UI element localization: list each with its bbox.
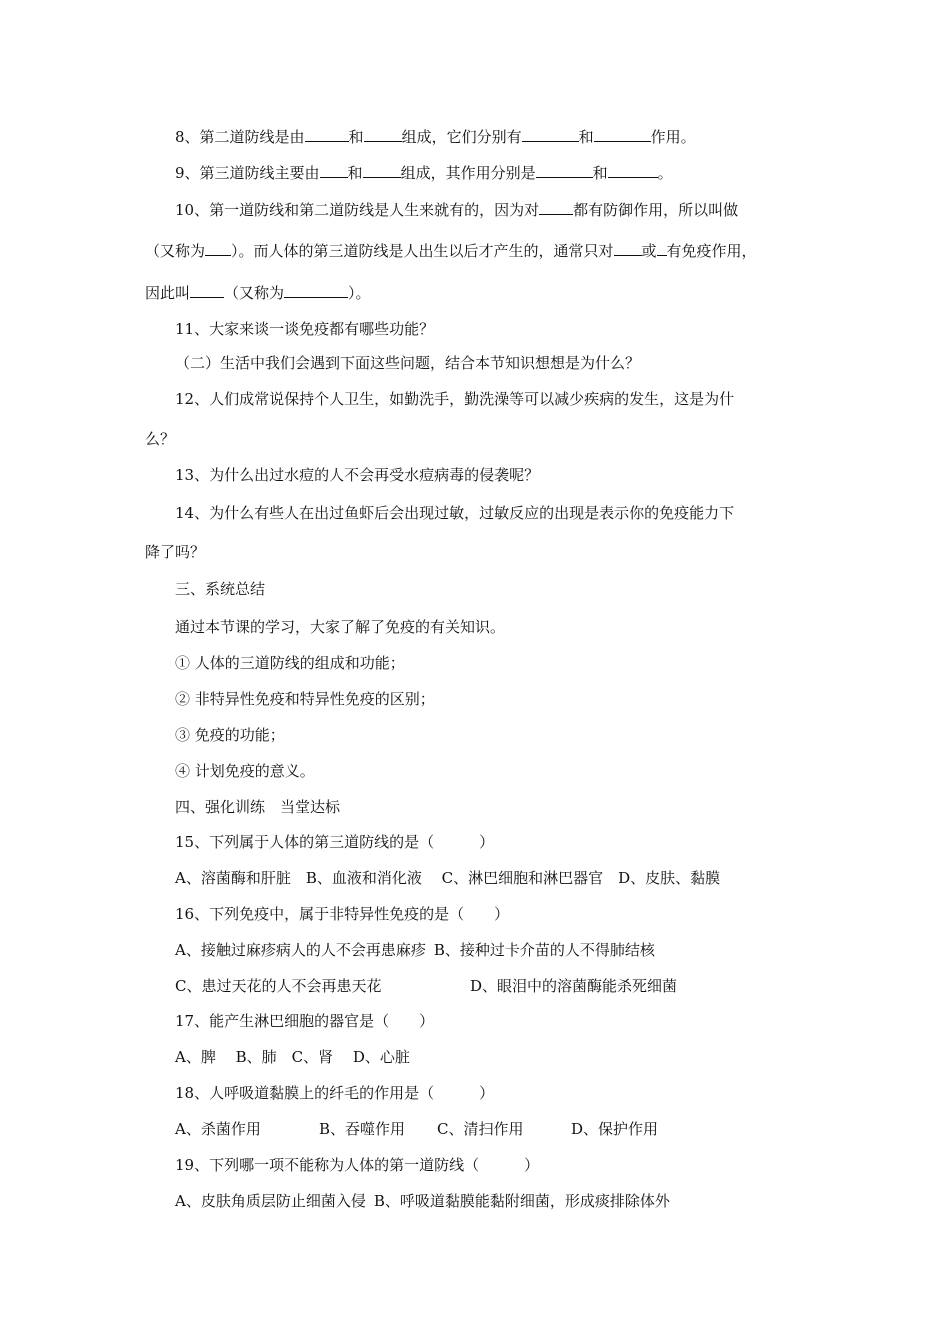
blank xyxy=(205,241,231,256)
q18-option-a: A、杀菌作用 xyxy=(175,1120,261,1138)
question-9 xyxy=(175,163,673,183)
q10-text-1: 10、第一道防线和第二道防线是人生来就有的，因为对 xyxy=(175,201,540,219)
q8-text-2: 和 xyxy=(348,128,364,146)
blank xyxy=(536,163,593,178)
summary-item-3: ③ 免疫的功能； xyxy=(175,726,285,744)
question-16-stem: 16、下列免疫中，属于非特异性免疫的是（ ） xyxy=(175,905,510,923)
q10-text-5: 或 xyxy=(641,242,657,260)
q8-text-1: 8、第二道防线是由 xyxy=(175,128,305,146)
question-12-line-2: 么？ xyxy=(145,430,176,448)
q8-text-4: 和 xyxy=(578,128,594,146)
q19-option-a: A、皮肤角质层防止细菌入侵 xyxy=(175,1192,366,1210)
question-14-line-1: 14、为什么有些人在出过鱼虾后会出现过敏，过敏反应的出现是表示你的免疫能力下 xyxy=(175,504,735,522)
summary-item-4: ④ 计划免疫的意义。 xyxy=(175,762,315,780)
q16-option-a: A、接触过麻疹病人的人不会再患麻疹 xyxy=(175,941,426,959)
q10-text-8: （又称为 xyxy=(224,284,285,302)
blank xyxy=(364,127,402,142)
q10-text-3: （又称为 xyxy=(145,242,206,260)
question-10-line-1 xyxy=(175,200,738,220)
blank xyxy=(320,163,348,178)
blank xyxy=(614,241,642,256)
question-17-options: A、脾 B、肺 C、肾 D、心脏 xyxy=(175,1048,410,1066)
q10-text-4: ）。而人体的第三道防线是人出生以后才产生的，通常只对 xyxy=(231,242,614,260)
question-8 xyxy=(175,127,696,147)
q10-text-9: ）。 xyxy=(348,284,371,302)
q8-text-5: 作用。 xyxy=(650,128,696,146)
question-11: 11、大家来谈一谈免疫都有哪些功能？ xyxy=(175,320,435,338)
q9-text-3: 组成，其作用分别是 xyxy=(400,164,536,182)
question-18-options xyxy=(175,1119,658,1139)
section-3-heading: 三、系统总结 xyxy=(175,580,266,598)
question-16-options-row-2 xyxy=(175,976,677,996)
question-15-options: A、溶菌酶和肝脏 B、血液和消化液 C、淋巴细胞和淋巴器官 D、皮肤、黏膜 xyxy=(175,869,721,887)
q10-text-6: 有免疫作用， xyxy=(666,242,757,260)
blank xyxy=(594,127,651,142)
question-17-stem: 17、能产生淋巴细胞的器官是（ ） xyxy=(175,1012,435,1030)
question-19-options xyxy=(175,1191,670,1211)
q16-option-b: B、接种过卡介苗的人不得肺结核 xyxy=(433,941,655,959)
q9-text-5: 。 xyxy=(657,164,673,182)
q10-text-2: 都有防御作用，所以叫做 xyxy=(573,201,739,219)
q16-option-c: C、患过天花的人不会再患天花 xyxy=(175,977,382,995)
q18-option-b: B、吞噬作用 xyxy=(319,1120,406,1138)
q18-option-c: C、清扫作用 xyxy=(437,1120,524,1138)
blank xyxy=(522,127,579,142)
summary-item-1: ① 人体的三道防线的组成和功能； xyxy=(175,654,405,672)
q8-text-3: 组成，它们分别有 xyxy=(401,128,522,146)
blank xyxy=(305,127,349,142)
question-14-line-2: 降了吗？ xyxy=(145,543,206,561)
blank xyxy=(657,241,667,256)
q18-option-d: D、保护作用 xyxy=(571,1120,659,1138)
summary-intro: 通过本节课的学习，大家了解了免疫的有关知识。 xyxy=(175,618,506,636)
section-2-heading: （二）生活中我们会遇到下面这些问题，结合本节知识想想是为什么？ xyxy=(175,354,641,372)
question-13: 13、为什么出过水痘的人不会再受水痘病毒的侵袭呢？ xyxy=(175,466,540,484)
question-10-line-2 xyxy=(145,241,757,261)
question-19-stem: 19、下列哪一项不能称为人体的第一道防线（ ） xyxy=(175,1156,540,1174)
question-16-options-row-1 xyxy=(175,940,655,960)
blank xyxy=(608,163,658,178)
question-10-line-3 xyxy=(145,283,371,303)
q9-text-4: 和 xyxy=(592,164,608,182)
blank xyxy=(190,283,224,298)
q9-text-2: 和 xyxy=(347,164,363,182)
q16-option-d: D、眼泪中的溶菌酶能杀死细菌 xyxy=(470,977,678,995)
q19-option-b: B、呼吸道黏膜能黏附细菌，形成痰排除体外 xyxy=(373,1192,670,1210)
question-12-line-1: 12、人们成常说保持个人卫生，如勤洗手，勤洗澡等可以减少疾病的发生，这是为什 xyxy=(175,390,735,408)
section-4-heading: 四、强化训练 当堂达标 xyxy=(175,798,341,816)
question-15-stem: 15、下列属于人体的第三道防线的是（ ） xyxy=(175,833,495,851)
question-18-stem: 18、人呼吸道黏膜上的纤毛的作用是（ ） xyxy=(175,1084,495,1102)
q10-text-7: 因此叫 xyxy=(145,284,191,302)
blank xyxy=(284,283,348,298)
blank xyxy=(539,200,573,215)
blank xyxy=(363,163,401,178)
q9-text-1: 9、第三道防线主要由 xyxy=(175,164,320,182)
summary-item-2: ② 非特异性免疫和特异性免疫的区别； xyxy=(175,690,435,708)
